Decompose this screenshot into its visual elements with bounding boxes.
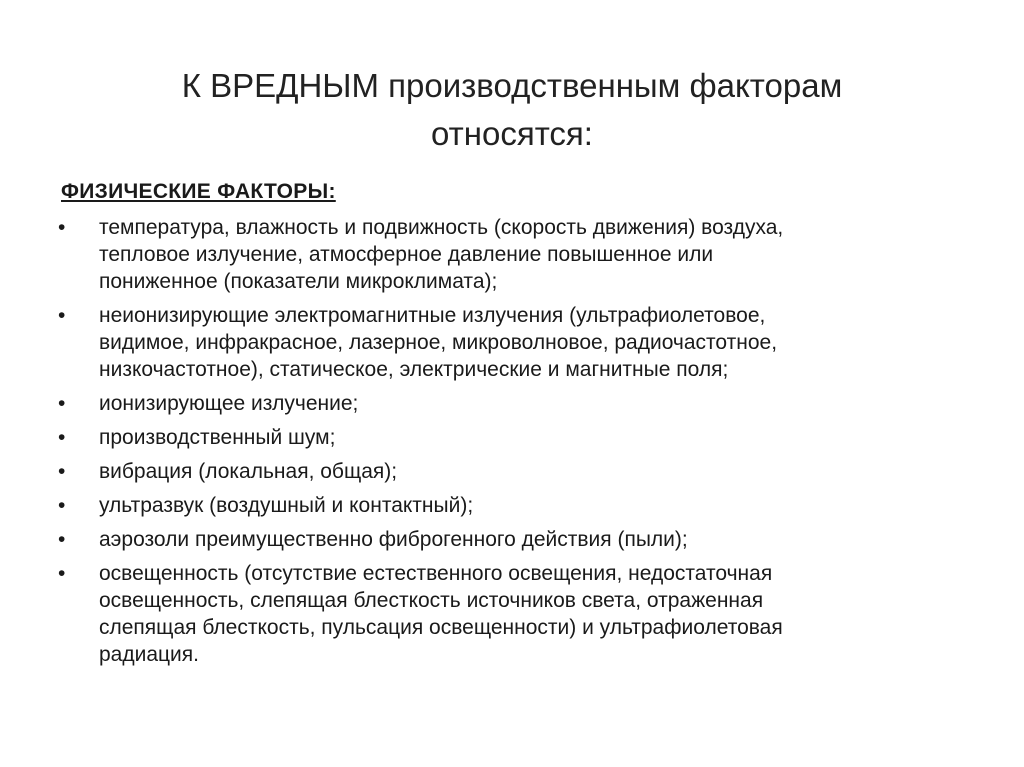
bullet-item-ionizing <box>58 390 978 417</box>
bullet-line: ультразвук (воздушный и контактный); <box>99 494 474 517</box>
bullet-line: температура, влажность и подвижность (скорость движения) воздуха, <box>99 216 784 239</box>
title-line: относятся: <box>431 115 593 152</box>
bullet-line: пониженное (показатели микроклимата); <box>99 270 498 293</box>
bullet-text <box>99 526 978 553</box>
bullet-item-vibration <box>58 458 978 485</box>
bullet-icon: • <box>58 562 66 585</box>
bullet-icon: • <box>58 426 66 449</box>
slide-title <box>100 62 924 158</box>
bullet-icon: • <box>58 304 66 327</box>
bullet-line: производственный шум; <box>99 426 336 449</box>
bullet-text <box>99 302 978 383</box>
bullet-text <box>99 458 978 485</box>
bullet-line: видимое, инфракрасное, лазерное, микроволновое, радиочастотное, <box>99 331 778 354</box>
bullet-line: ионизирующее излучение; <box>99 392 359 415</box>
bullet-line: радиация. <box>99 643 199 666</box>
bullet-line: аэрозоли преимущественно фиброгенного действия (пыли); <box>99 528 688 551</box>
bullet-text <box>99 424 978 451</box>
bullet-icon: • <box>58 494 66 517</box>
bullet-icon: • <box>58 392 66 415</box>
bullet-icon: • <box>58 216 66 239</box>
title-line: К ВРЕДНЫМ производственным факторам <box>181 67 843 104</box>
bullet-item-microclimate <box>58 214 978 295</box>
bullet-list <box>58 214 978 675</box>
bullet-item-non-ionizing <box>58 302 978 383</box>
bullet-line: неионизирующие электромагнитные излучения (ультрафиолетовое, <box>99 304 766 327</box>
bullet-line: освещенность (отсутствие естественного освещения, недостаточная <box>99 562 773 585</box>
bullet-item-illumination <box>58 560 978 668</box>
bullet-icon: • <box>58 528 66 551</box>
bullet-line: освещенность, слепящая блесткость источников света, отраженная <box>99 589 764 612</box>
bullet-line: вибрация (локальная, общая); <box>99 460 398 483</box>
bullet-icon: • <box>58 460 66 483</box>
section-heading: ФИЗИЧЕСКИЕ ФАКТОРЫ: <box>61 180 336 203</box>
bullet-item-aerosols <box>58 526 978 553</box>
bullet-item-noise <box>58 424 978 451</box>
bullet-text <box>99 560 978 668</box>
bullet-line: тепловое излучение, атмосферное давление повышенное или <box>99 243 714 266</box>
bullet-line: слепящая блесткость, пульсация освещенности) и ультрафиолетовая <box>99 616 783 639</box>
bullet-line: низкочастотное), статическое, электрические и магнитные поля; <box>99 358 729 381</box>
bullet-item-ultrasound <box>58 492 978 519</box>
bullet-text <box>99 390 978 417</box>
bullet-text <box>99 214 978 295</box>
bullet-text <box>99 492 978 519</box>
